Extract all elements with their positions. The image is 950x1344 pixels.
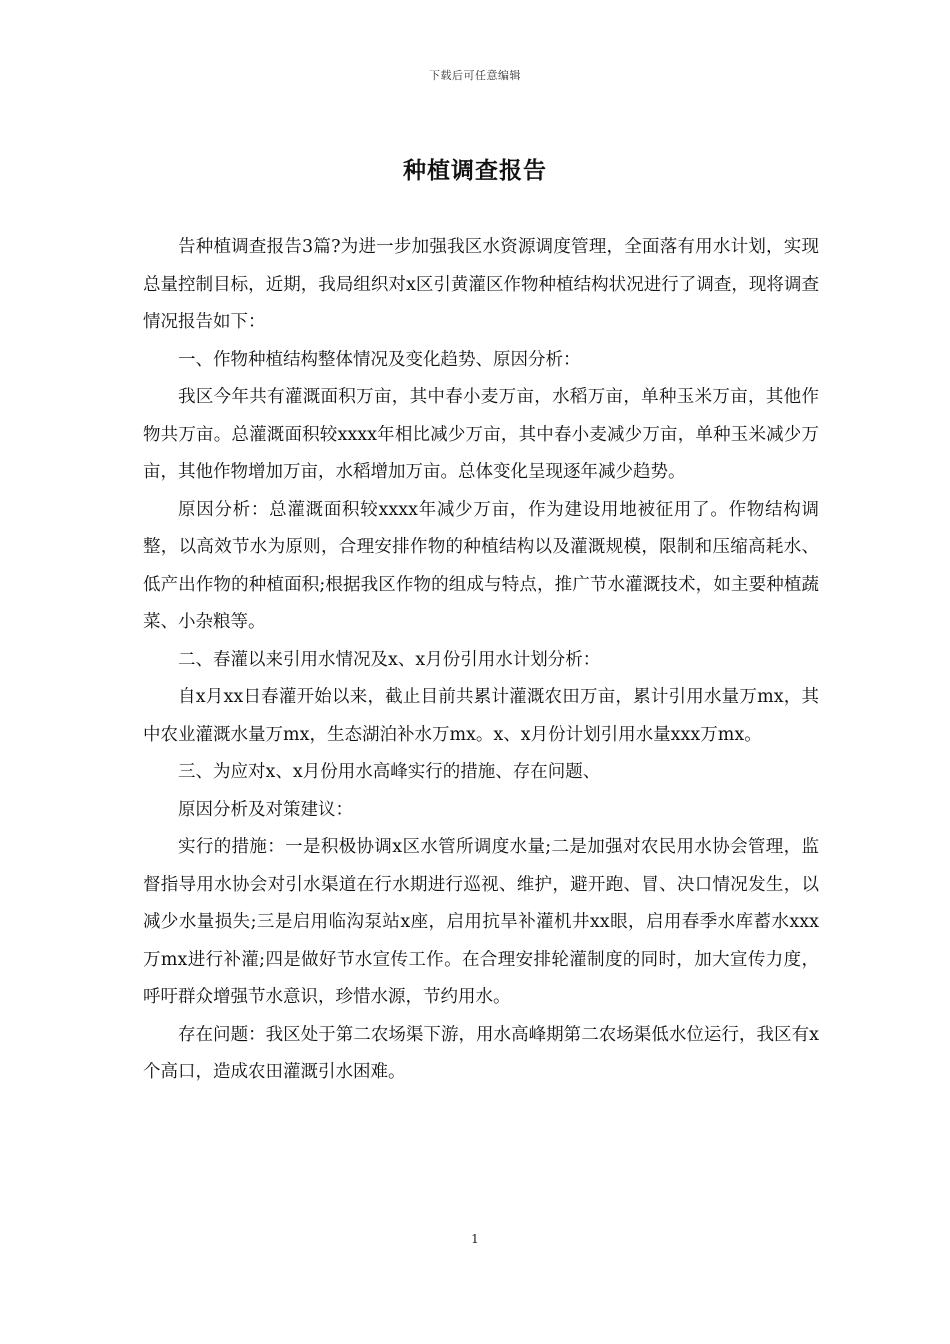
paragraph-intro: 告种植调查报告3篇?为进一步加强我区水资源调度管理，全面落有用水计划，实现总量控制目标，近期，我局组织对x区引黄灌区作物种植结构状况进行了调查，现将调查情况报告如下： [143,237,819,332]
section-heading-1: 一、作物种植结构整体情况及变化趋势、原因分析： [178,349,581,370]
paragraph-cause-analysis: 原因分析：总灌溉面积较xxxx年减少万亩，作为建设用地被征用了。作物结构调整，以高效节水为原则，合理安排作物的种植结构以及灌溉规模，限制和压缩高耗水、低产出作物的种植面积;根据我区作物的组成与特点，推广节水灌溉技术，如主要种植蔬菜、小杂粮等。 [143,499,819,632]
paragraph-measures: 实行的措施：一是积极协调x区水管所调度水量;二是加强对农民用水协会管理，监督指导用水协会对引水渠道在行水期进行巡视、维护，避开跑、冒、决口情况发生，以减少水量损失;三是启用临沟泵站x座，启用抗旱补灌机井xx眼，启用春季水库蓄水xxx万mx进行补灌;四是做好节水宣传工作。在合理安排轮灌制度的同时，加大宣传力度，呼吁群众增强节水意识，珍惜水源，节约用水。 [143,837,819,1007]
section-heading-3: 三、为应对x、x月份用水高峰实行的措施、存在问题、 [178,762,601,782]
document-body [143,229,819,1092]
header-note: 下载后可任意编辑 [429,69,521,82]
document-title: 种植调查报告 [403,157,547,184]
section-heading-2: 二、春灌以来引用水情况及x、x月份引用水计划分析： [178,649,601,670]
paragraph-problems: 存在问题：我区处于第二农场渠下游，用水高峰期第二农场渠低水位运行，我区有x个高口，造成农田灌溉引水困难。 [143,1024,819,1082]
paragraph-area-summary: 我区今年共有灌溉面积万亩，其中春小麦万亩，水稻万亩，单种玉米万亩，其他作物共万亩。总灌溉面积较xxxx年相比减少万亩，其中春小麦减少万亩，单种玉米减少万亩，其他作物增加万亩，水稻增加万亩。总体变化呈现逐年减少趋势。 [143,387,819,482]
section-heading-3-continued: 原因分析及对策建议： [178,799,353,820]
paragraph-water-usage: 自x月xx日春灌开始以来，截止目前共累计灌溉农田万亩，累计引用水量万mx，其中农业灌溉水量万mx，生态湖泊补水万mx。x、x月份计划引用水量xxx万mx。 [143,687,819,745]
page-number: 1 [471,1232,479,1246]
